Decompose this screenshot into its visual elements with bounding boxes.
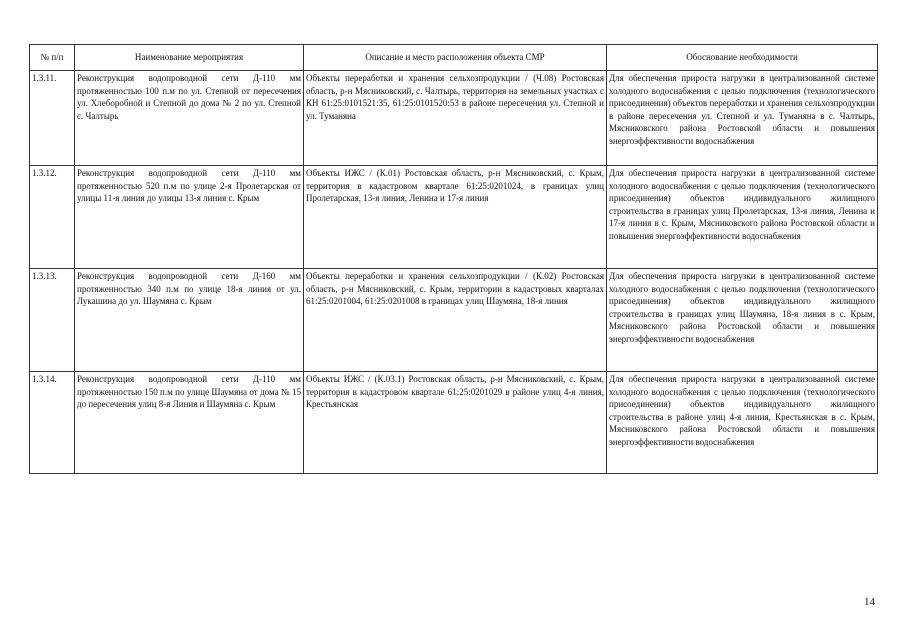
table-header-row (30, 45, 878, 71)
row-number: 1.3.11. (30, 71, 75, 166)
row-measure-name: Реконструкция водопроводной сети Д-160 мм протяженностью 340 п.м по улице 18-я линия от ул. Лукашина до ул. Шаумяна с. Крым (75, 269, 304, 372)
row-justification: Для обеспечения прироста нагрузки в централизованной системе холодного водоснабжения с целью подключения (технологического присоединения) объектов индивидуального жилищного строительства в границах улиц Пролетарская, 13-я линия, Ленина и 17-я линия в с. Крым, Мясниковского района Ростовской области и повышения энергоэффективности водоснабжения (607, 166, 878, 269)
row-description: Объекты ИЖС / (К.01) Ростовская область, р-н Мясниковский, с. Крым, территория в кадастровом квартале 61:25:0201024, в границах улиц Пролетарская, 13-я линия, Ленина и 17-я линия (304, 166, 607, 269)
row-description: Объекты переработки и хранения сельхозпродукции / (Ч.08) Ростовская область, р-н Мясниковский, с. Чалтырь, территория на земельных участках с КН 61:25:0101521:35, 61:25:0101520:53 в районе пересечения ул. Степной и ул. Туманяна (304, 71, 607, 166)
row-description: Объекты ИЖС / (К.03.1) Ростовская область, р-н Мясниковский, с. Крым, территория в кадастровом квартале 61:25:0201029 в районе улиц 4-я линия, Крестьянская (304, 372, 607, 474)
row-measure-name: Реконструкция водопроводной сети Д-110 мм протяженностью 150 п.м по улице Шаумяна от дома № 15 до пересечения улиц 8-я Линия и Шаумяна с. Крым (75, 372, 304, 474)
header-justification: Обоснование необходимости (607, 45, 878, 71)
header-number: № п/п (30, 45, 75, 71)
measures-table (29, 44, 878, 474)
header-measure-name: Наименование мероприятия (75, 45, 304, 71)
row-measure-name: Реконструкция водопроводной сети Д-110 мм протяженностью 520 п.м по улице 2-я Пролетарская от улицы 11-я линия до улицы 13-я линия с. Крым (75, 166, 304, 269)
row-number: 1.3.12. (30, 166, 75, 269)
row-description: Объекты переработки и хранения сельхозпродукции / (К.02) Ростовская область, р-н Мясниковский, с. Крым, территории в кадастровых кварталах 61:25:0201004, 61:25:0201008 в границах улиц Шаумяна, 18-я линия (304, 269, 607, 372)
row-number: 1.3.14. (30, 372, 75, 474)
row-justification: Для обеспечения прироста нагрузки в централизованной системе холодного водоснабжения с целью подключения (технологического присоединения) объектов переработки и хранения сельхозпродукции в районе пересечения ул. Степной и ул. Туманяна в с. Чалтырь, Мясниковского района Ростовской области и повышения энергоэффективности водоснабжения (607, 71, 878, 166)
table-row (30, 71, 878, 166)
row-measure-name: Реконструкция водопроводной сети Д-110 мм протяженностью 100 п.м по ул. Степной от пересечения ул. Хлеборобной и Степной до дома № 2 по ул. Степной с. Чалтырь (75, 71, 304, 166)
table-row (30, 372, 878, 474)
row-justification: Для обеспечения прироста нагрузки в централизованной системе холодного водоснабжения с целью подключения (технологического присоединения) объектов индивидуального жилищного строительства в районе улиц 4-я линия, Крестьянская в с. Крым, Мясниковского района Ростовской области и повышения энергоэффективности водоснабжения (607, 372, 878, 474)
table-row (30, 269, 878, 372)
table-row (30, 166, 878, 269)
page-number: 14 (864, 596, 875, 608)
row-number: 1.3.13. (30, 269, 75, 372)
header-description: Описание и место расположения объекта СМР (304, 45, 607, 71)
row-justification: Для обеспечения прироста нагрузки в централизованной системе холодного водоснабжения с целью подключения (технологического присоединения) объектов индивидуального жилищного строительства в границах улиц Шаумяна, 18-я линия в с. Крым, Мясниковского района Ростовской области и повышения энергоэффективности водоснабжения (607, 269, 878, 372)
